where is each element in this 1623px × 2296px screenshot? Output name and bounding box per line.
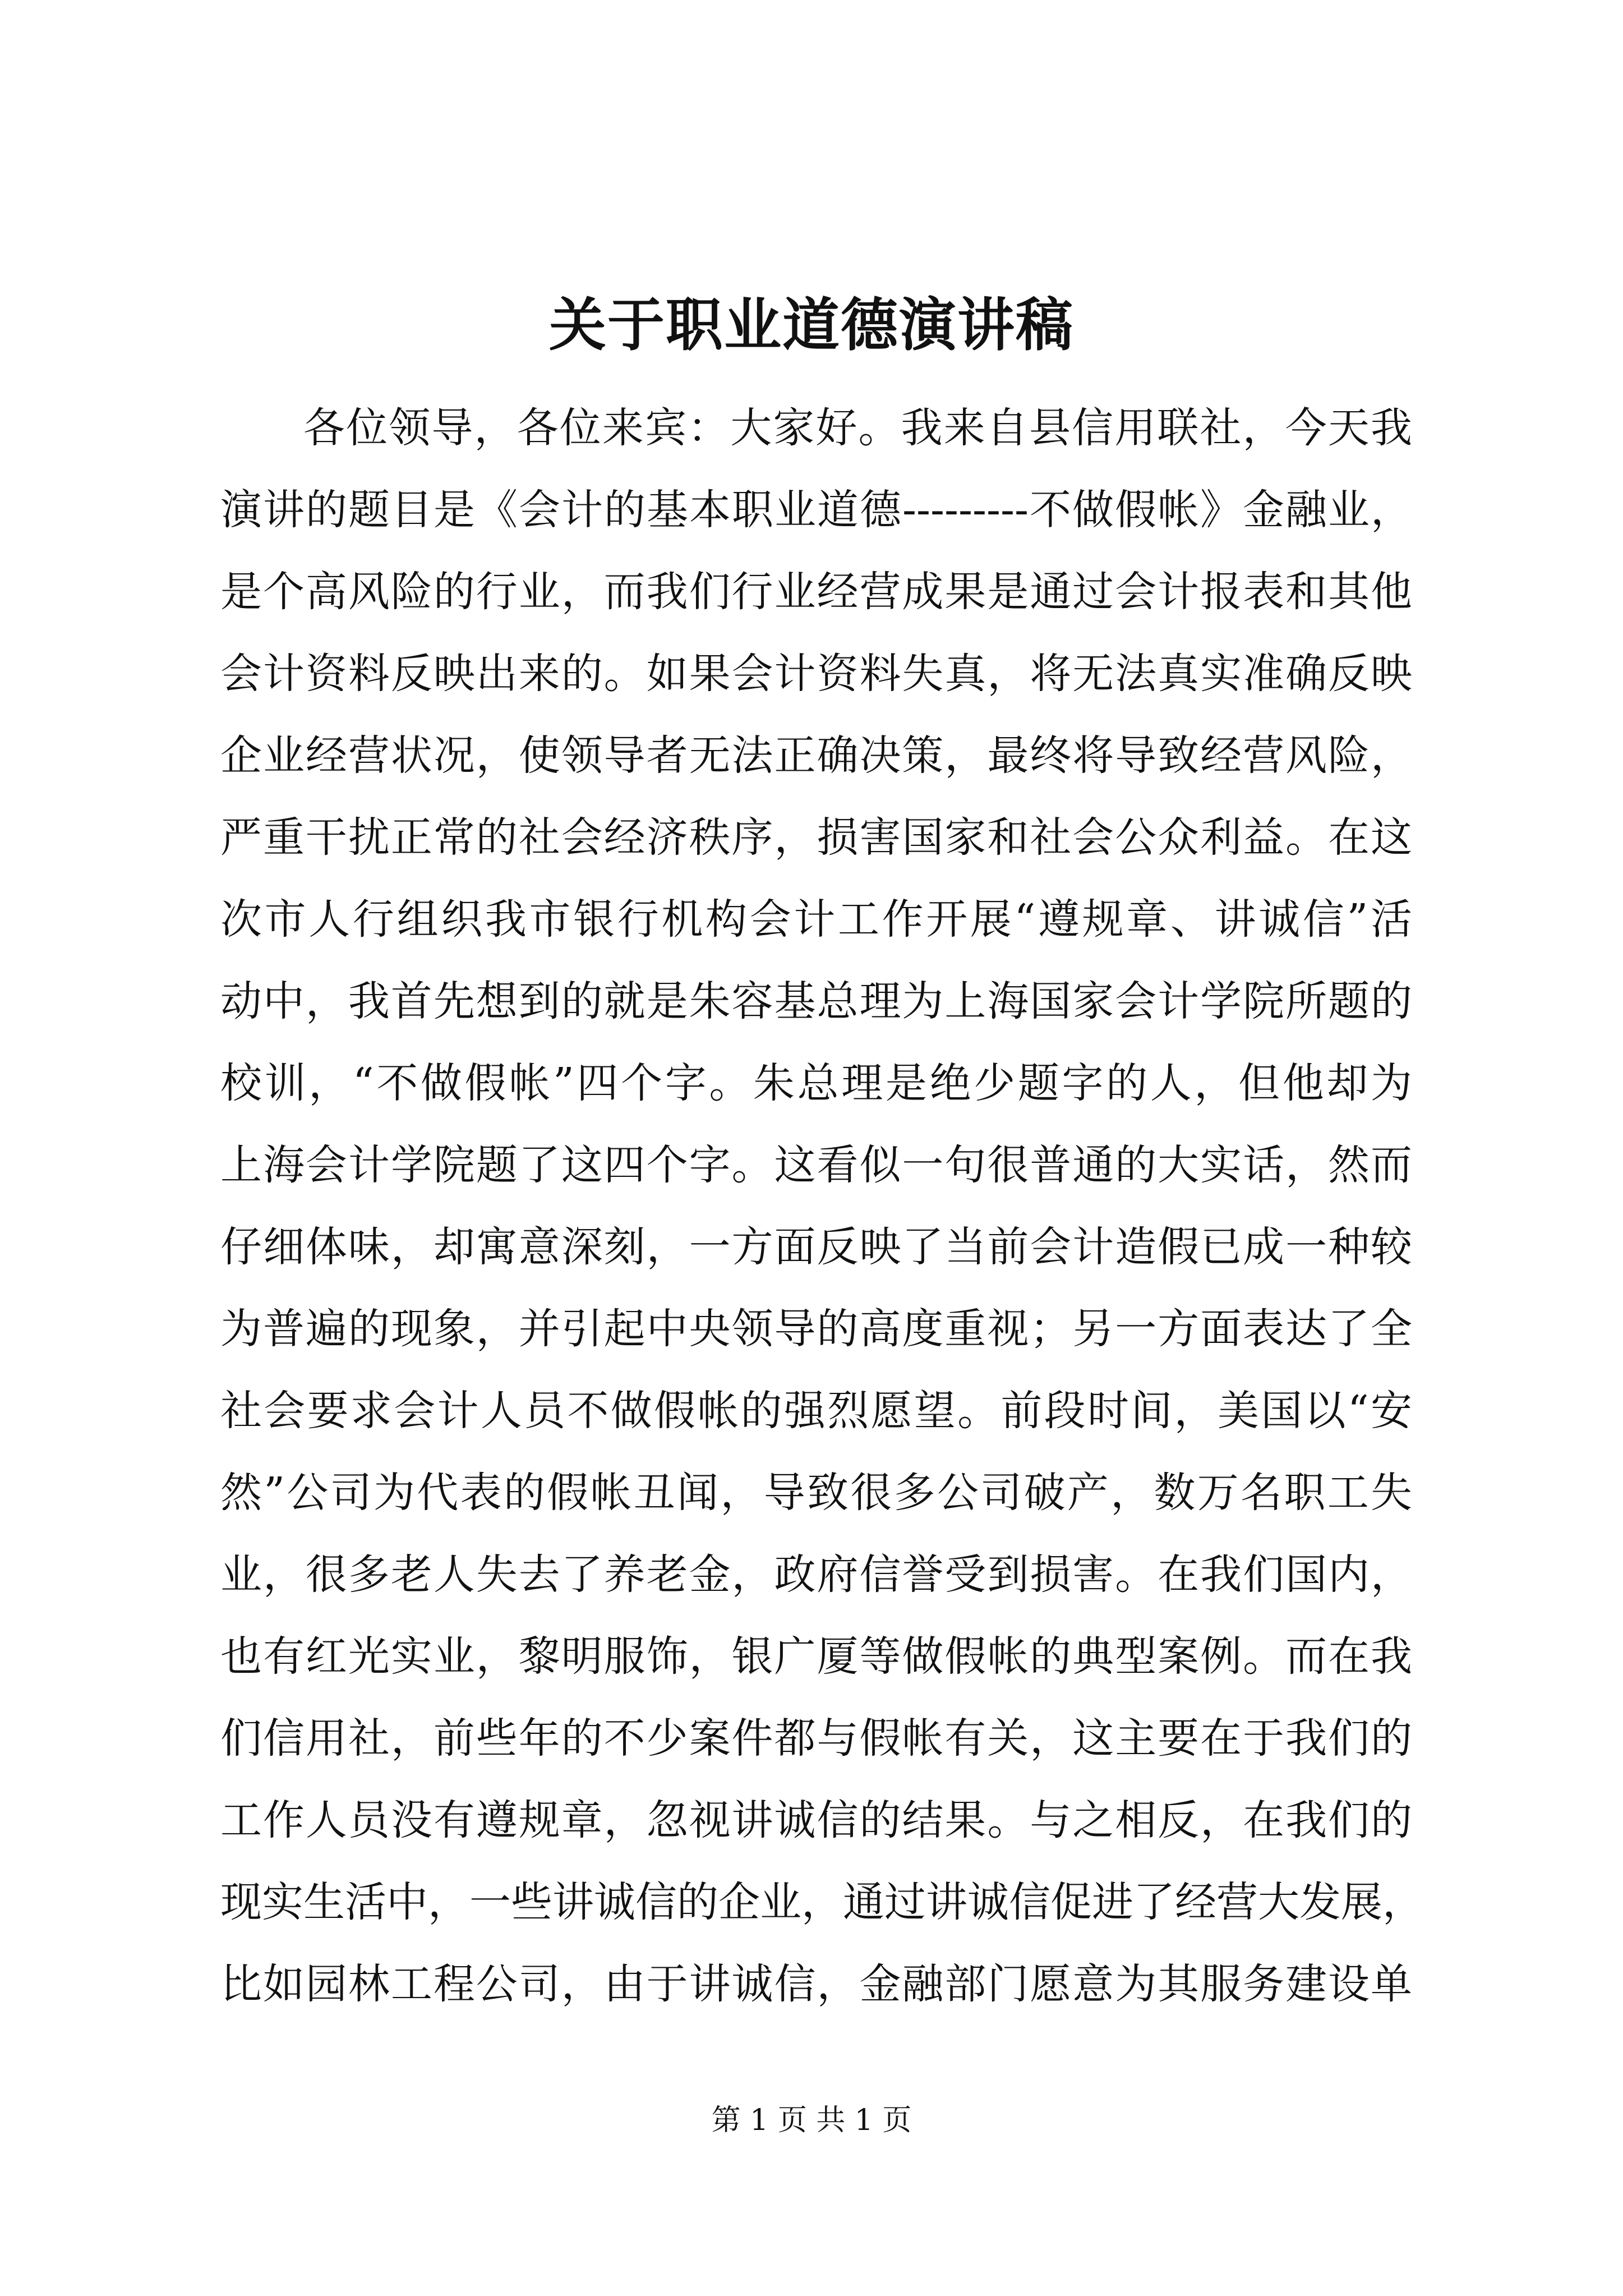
body-line: 们信用社，前些年的不少案件都与假帐有关，这主要在于我们的: [220, 1714, 1412, 1763]
body-line: 次市人行组织我市银行机构会计工作开展“遵规章、讲诚信”活: [220, 895, 1412, 944]
body-line: 会计资料反映出来的。如果会计资料失真，将无法真实准确反映: [220, 650, 1412, 698]
body-line: 是个高风险的行业，而我们行业经营成果是通过会计报表和其他: [220, 568, 1412, 616]
body-line: 严重干扰正常的社会经济秩序，损害国家和社会公众利益。在这: [220, 813, 1412, 862]
body-line: 动中，我首先想到的就是朱容基总理为上海国家会计学院所题的: [220, 977, 1412, 1025]
body-line: 也有红光实业，黎明服饰，银广厦等做假帐的典型案例。而在我: [220, 1632, 1412, 1681]
body-line: 现实生活中，一些讲诚信的企业，通过讲诚信促进了经营大发展，: [220, 1878, 1424, 1926]
body-line: 仔细体味，却寓意深刻，一方面反映了当前会计造假已成一种较: [220, 1223, 1412, 1271]
body-line: 然”公司为代表的假帐丑闻，导致很多公司破产，数万名职工失: [220, 1469, 1412, 1517]
body-line: 业，很多老人失去了养老金，政府信誉受到损害。在我们国内，: [220, 1550, 1412, 1599]
body-line: 演讲的题目是《会计的基本职业道德---------不做假帐》金融业，: [220, 486, 1412, 534]
document-title: 关于职业道德演讲稿: [549, 292, 1074, 359]
body-line: 校训，“不做假帐”四个字。朱总理是绝少题字的人，但他却为: [220, 1059, 1412, 1107]
body-line: 社会要求会计人员不做假帐的强烈愿望。前段时间，美国以“安: [220, 1387, 1412, 1435]
body-line: 企业经营状况，使领导者无法正确决策，最终将导致经营风险，: [220, 731, 1412, 780]
body-line: 比如园林工程公司，由于讲诚信，金融部门愿意为其服务建设单: [220, 1960, 1412, 2008]
body-line: 工作人员没有遵规章，忽视讲诚信的结果。与之相反，在我们的: [220, 1796, 1412, 1844]
page-number-footer: 第 1 页 共 1 页: [711, 2104, 912, 2137]
body-line: 各位领导，各位来宾：大家好。我来自县信用联社，今天我: [303, 404, 1412, 452]
body-line: 上海会计学院题了这四个字。这看似一句很普通的大实话，然而: [220, 1141, 1412, 1189]
document-body: [220, 387, 1424, 2025]
body-line: 为普遍的现象，并引起中央领导的高度重视；另一方面表达了全: [220, 1305, 1412, 1353]
